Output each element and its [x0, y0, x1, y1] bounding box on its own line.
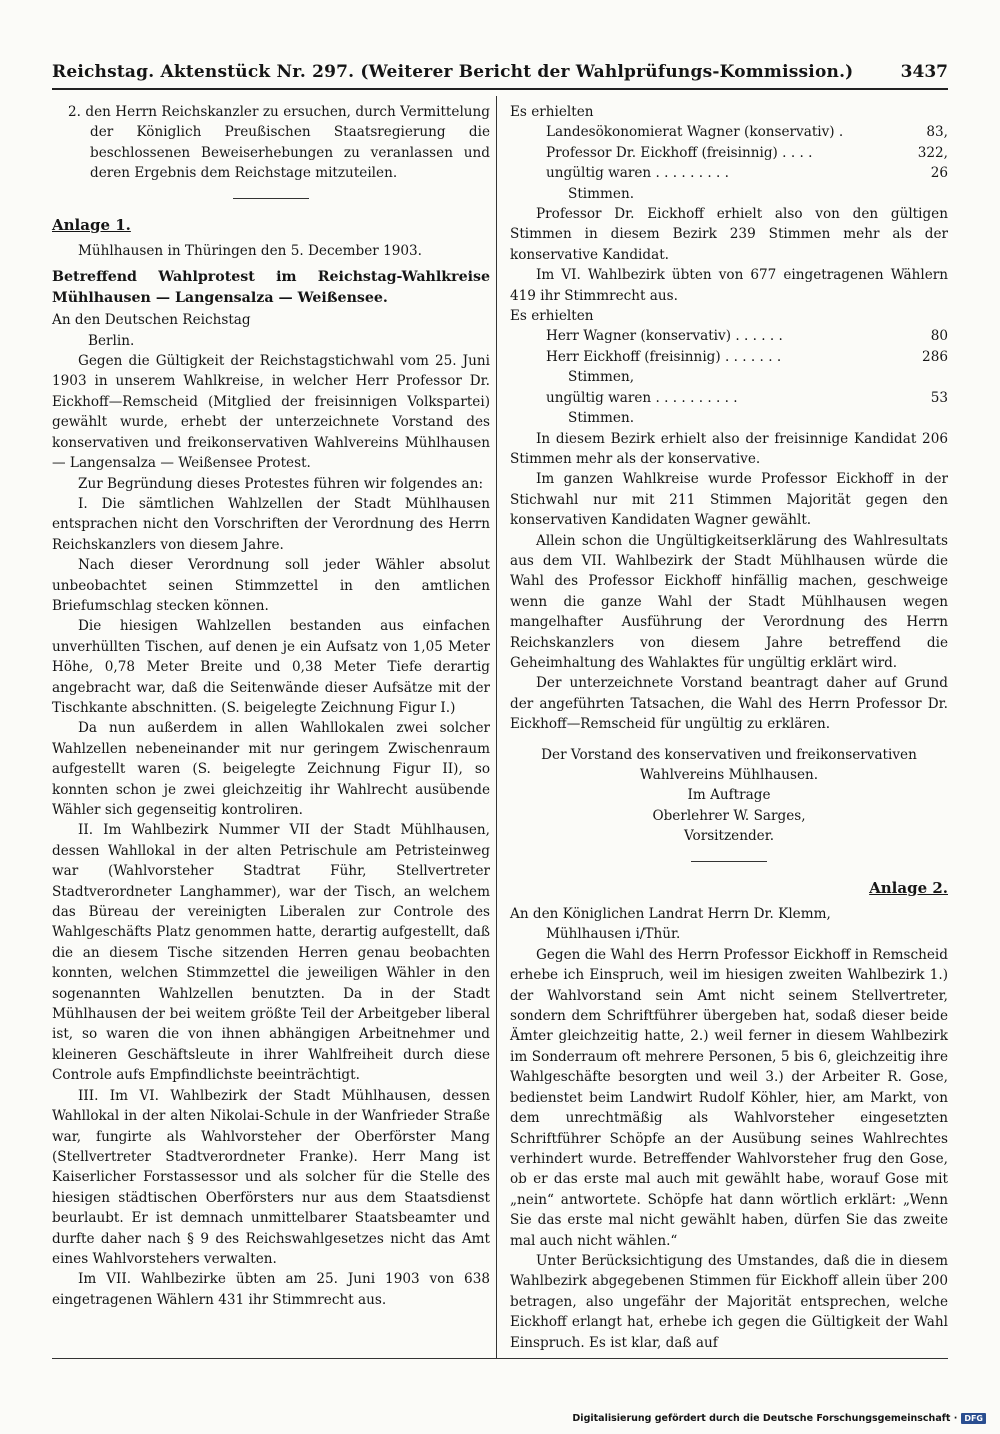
- paragraph: Professor Dr. Eickhoff erhielt also von den gültigen Stimmen in diesem Bezirk 239 Stimmen mehr als der konservative Kandidat.: [510, 206, 948, 263]
- vote-label: Herr Wagner (konservativ) . . . . . .: [546, 328, 783, 345]
- vote-label: Professor Dr. Eickhoff (freisinnig) . . . .: [546, 144, 813, 161]
- vote-row: [510, 388, 948, 408]
- column-divider: [496, 96, 497, 1358]
- vote-row: [510, 163, 948, 183]
- paragraph: Gegen die Gültigkeit der Reichstagstichwahl vom 25. Juni 1903 in unserem Wahlkreise, in welcher Herr Professor Dr. Eickhoff—Remscheid (Mitglied der freisinnigen Volkspartei) gewählt wurde, erhebt der unterzeichnete Vorstand des konservativen und freikonservativen Wahlvereins Mühlhausen — Langensalza — Weißensee Protest.: [52, 353, 490, 472]
- paragraph: Unter Berücksichtigung des Umstandes, daß die in diesem Wahlbezirk abgegebenen Stimmen für Eickhoff allein über 200 betragen, also ungefähr der Majorität entsprechen, welche Eickhoff erlangt hat, erhebe ich gegen die Gültigkeit der Wahl Einspruch. Es ist klar, daß auf: [510, 1252, 948, 1351]
- paragraph: Im ganzen Wahlkreise wurde Professor Eickhoff in der Stichwahl nur mit 211 Stimmen Majorität gegen den konservativen Kandidaten Wagner gewählt.: [510, 471, 948, 529]
- bottom-rule: [52, 1358, 948, 1359]
- separator-rule: [691, 861, 767, 862]
- vote-unit: Stimmen,: [568, 369, 635, 386]
- paragraph: Zur Begründung dieses Protestes führen wir folgendes an:: [78, 475, 484, 492]
- vote-unit: Stimmen.: [568, 410, 635, 427]
- vote-unit: Stimmen.: [568, 185, 635, 202]
- paragraph: Da nun außerdem in allen Wahllokalen zwei solcher Wahlzellen nebeneinander mit nur geringem Zwischenraum aufgestellt waren (S. beigelegte Zeichnung Figur II), so konnten schon je zwei gleichzeitig ihr Wahlrecht ausübende Wähler sich gegenseitig kontroliren.: [52, 720, 490, 818]
- vote-row: [510, 347, 948, 367]
- credit-text: Digitalisierung gefördert durch die Deutsche Forschungsgemeinschaft ·: [572, 1413, 958, 1424]
- anlage-1-heading: Anlage 1.: [52, 215, 131, 234]
- vote-count: 26: [930, 165, 948, 182]
- paragraph: Gegen die Wahl des Herrn Professor Eickhoff in Remscheid erhebe ich Einspruch, weil im hiesigen zweiten Wahlbezirk 1.) der Wahlvorstand sein Amt nicht seinem Stellvertreter, sondern dem Schriftführer übergeben hat, sodaß dieser beide Ämter gleichzeitig hatte, 2.) weil ferner in diesem Wahlbezirk im Sonderraum oft mehrere Personen, 5 bis 6, gleichzeitig ihre Wahlgeschäfte besorgten und weil 3.) der Arbeiter R. Gose, bedienstet beim Landwirt Rudolf Köhler, hier, am Markt, von dem unrechtmäßig als Wahlvorsteher eingesetzten Schriftführer Schöpfe an der Ausübung seines Wahlrechtes verhindert wurde. Betreffender Wahlvorsteher frug den Gose, ob er das erste mal auch mit gewählt habe, worauf Gose mit „nein“ antwortete. Schöpfe hat dann wörtlich erklärt: „Wenn Sie das erste mal nicht gewählt haben, dürfen Sie das zweite mal auch nicht wählen.“: [510, 946, 948, 1249]
- vote-row: [510, 143, 948, 163]
- vote-row: [510, 122, 948, 142]
- anlage-2-heading: Anlage 2.: [869, 878, 948, 897]
- paragraph: Der unterzeichnete Vorstand beantragt daher auf Grund der angeführten Tatsachen, die Wahl des Herrn Professor Dr. Eickhoff—Remscheid für ungültig zu erklären.: [510, 675, 948, 733]
- vote-label: Herr Eickhoff (freisinnig) . . . . . . .: [546, 348, 782, 365]
- header-title: Reichstag. Aktenstück Nr. 297. (Weiterer Bericht der Wahlprüfungs-Kommission.): [52, 62, 854, 82]
- addressee-city: Mühlhausen i/Thür.: [546, 926, 681, 943]
- running-header: [52, 56, 948, 90]
- paragraph: Im VI. Wahlbezirk übten von 677 eingetragenen Wählern 419 ihr Stimmrecht aus.: [510, 267, 948, 304]
- vote-label: ungültig waren . . . . . . . . . .: [546, 389, 738, 406]
- paragraph: Die hiesigen Wahlzellen bestanden aus einfachen unverhüllten Tischen, auf denen je ein Aufsatz von 1,05 Meter Höhe, 0,78 Meter Breite und 0,38 Meter Tiefe derartig angebracht war, daß die Seitenwände dieser Aufsätze mit der Tischkante abschnitten. (S. beigelegte Zeichnung Figur I.): [52, 618, 490, 716]
- page-number: 3437: [900, 62, 948, 82]
- vote-row: [510, 326, 948, 346]
- paragraph: In diesem Bezirk erhielt also der freisinnige Kandidat 206 Stimmen mehr als der konservative.: [510, 430, 948, 467]
- left-column: [52, 102, 490, 1354]
- signature-role: Vorsitzender.: [683, 828, 775, 845]
- signature-board: Der Vorstand des konservativen und freikonservativen Wahlvereins Mühlhausen.: [541, 746, 917, 783]
- dfg-logo: DFG: [961, 1413, 986, 1424]
- vote-label: Landesökonomierat Wagner (konservativ) .: [546, 124, 844, 141]
- vote-count: 80: [930, 328, 948, 345]
- paragraph: I. Die sämtlichen Wahlzellen der Stadt Mühlhausen entsprachen nicht den Vorschriften der Verordnung des Herrn Reichskanzlers von diesem Jahre.: [52, 495, 490, 553]
- results-intro: Es erhielten: [510, 104, 594, 120]
- right-column: [510, 102, 948, 1354]
- vote-count: 53: [930, 389, 948, 406]
- signature-mandate: Im Auftrage: [687, 787, 771, 804]
- digitization-credit: [572, 1413, 986, 1424]
- results-intro: Es erhielten: [510, 308, 594, 325]
- addressee: An den Deutschen Reichstag: [52, 312, 251, 329]
- vote-count: 286: [922, 348, 948, 365]
- paragraph: Allein schon die Ungültigkeitserklärung des Wahlresultats aus dem VII. Wahlbezirk der Stadt Mühlhausen würde die Wahl des Professor Eickhoff hinfällig machen, geschweige wenn die ganze Wahl der Stadt Mühlhausen wegen mangelhafter Ausführung der Verordnung des Herrn Reichskanzlers von diesem Jahre betreffend die Geheimhaltung des Wahlaktes für ungültig erklärt wird.: [510, 532, 948, 671]
- resolution-item-2: 2. den Herrn Reichskanzler zu ersuchen, durch Vermittelung der Königlich Preußischen Staatsregierung die beschlossenen Beweiserhebungen zu veranlassen und deren Ergebnis dem Reichstage mitzuteilen.: [68, 104, 490, 182]
- vote-count: 322,: [917, 144, 948, 161]
- vote-label: ungültig waren . . . . . . . . .: [546, 165, 729, 182]
- signature-name: Oberlehrer W. Sarges,: [652, 807, 806, 824]
- addressee: An den Königlichen Landrat Herrn Dr. Klemm,: [510, 906, 831, 923]
- addressee-city: Berlin.: [88, 332, 135, 349]
- paragraph: II. Im Wahlbezirk Nummer VII der Stadt Mühlhausen, dessen Wahllokal in der alten Petrischule am Petristeinweg war (Wahlvorsteher Stadtrat Führ, Stellvertreter Stadtverordneter Langhammer), war der Tisch, an welchem das Büreau der vereinigten Liberalen zur Controle des Wahlgeschäfts Platz genommen hatte, derartig aufgestellt, daß die an diesem Tische sitzenden Herren genau beobachten konnten, welchen Stimmzettel die jeweiligen Wähler in den sogenannten Wahlzellen benutzten. Da in der Stadt Mühlhausen der bei weitem größte Teil der Arbeitgeber liberal ist, so waren die von ihnen abhängigen Arbeitnehmer und kleineren Geschäftsleute in ihrer Wahlfreiheit durch diese Controle aufs Empfindlichste beeinträchtigt.: [52, 822, 490, 1084]
- vote-count: 83,: [926, 124, 948, 141]
- place-date: Mühlhausen in Thüringen den 5. December 1903.: [78, 243, 422, 260]
- paragraph: Nach dieser Verordnung soll jeder Wähler absolut unbeobachtet seinen Stimmzettel in den amtlichen Briefumschlag stecken können.: [52, 557, 490, 614]
- subject-line: Betreffend Wahlprotest im Reichstag-Wahlkreise Mühlhausen — Langensalza — Weißensee.: [52, 269, 490, 306]
- separator-rule: [233, 198, 309, 199]
- paragraph: Im VII. Wahlbezirke übten am 25. Juni 1903 von 638 eingetragenen Wählern 431 ihr Stimmrecht aus.: [52, 1271, 490, 1308]
- paragraph: III. Im VI. Wahlbezirk der Stadt Mühlhausen, dessen Wahllokal in der alten Nikolai-Schule in der Wanfrieder Straße war, fungirte als Wahlvorsteher der Oberförster Mang (Stellvertreter Stadtverordneter Franke). Herr Mang ist Kaiserlicher Forstassessor und als solcher für die Stelle des hiesigen städtischen Oberförsters nur aus dem Staatsdienst beurlaubt. Er ist demnach unmittelbarer Staatsbeamter und durfte daher nach § 9 des Reichswahlgesetzes nicht das Amt eines Wahlvorstehers verwalten.: [52, 1087, 490, 1267]
